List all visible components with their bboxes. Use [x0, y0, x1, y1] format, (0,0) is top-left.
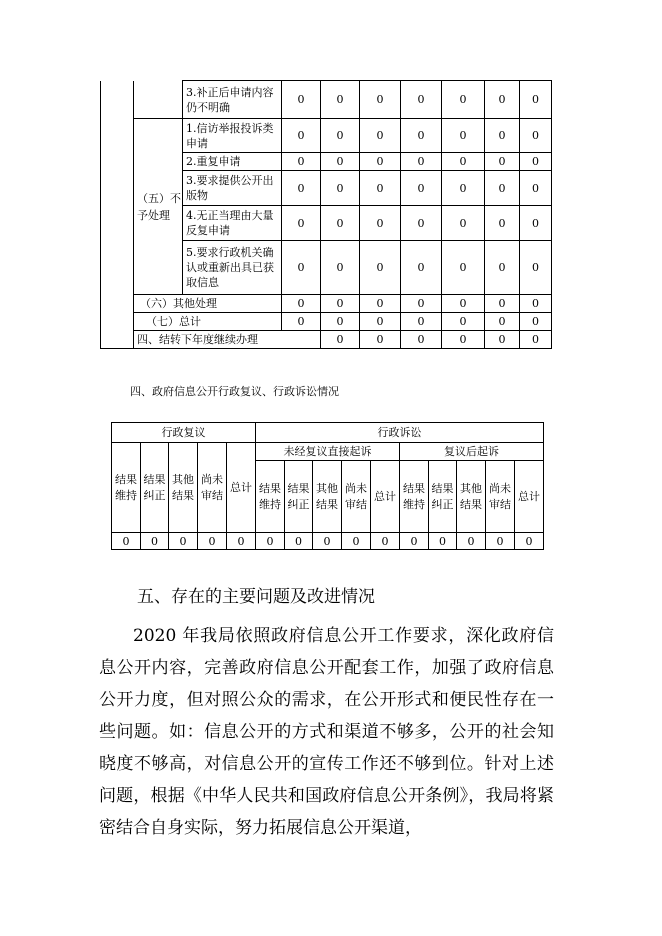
column-header: 尚未审结	[198, 443, 227, 533]
value-cell: 0	[485, 313, 520, 331]
value-cell: 0	[227, 533, 256, 550]
value-cell: 0	[485, 81, 520, 119]
value-cell: 0	[442, 81, 485, 119]
value-cell: 0	[401, 81, 442, 119]
table-row	[112, 533, 544, 550]
row-label: 2.重复申请	[183, 153, 282, 171]
value-cell: 0	[360, 331, 401, 349]
value-cell: 0	[321, 119, 360, 153]
value-cell: 0	[285, 533, 313, 550]
value-cell: 0	[442, 171, 485, 206]
value-cell: 0	[520, 81, 552, 119]
row-label: 1.信访举报投诉类申请	[183, 119, 282, 153]
value-cell: 0	[321, 313, 360, 331]
column-header: 其他结果	[313, 461, 342, 533]
handling-results-table	[100, 80, 552, 349]
value-cell: 0	[520, 119, 552, 153]
value-cell: 0	[360, 295, 401, 313]
value-cell: 0	[442, 331, 485, 349]
column-header: 尚未审结	[342, 461, 371, 533]
value-cell: 0	[400, 533, 429, 550]
value-cell: 0	[321, 295, 360, 313]
value-cell: 0	[520, 153, 552, 171]
table-row	[101, 313, 552, 331]
value-cell: 0	[360, 241, 401, 295]
value-cell: 0	[520, 313, 552, 331]
value-cell: 0	[520, 295, 552, 313]
value-cell: 0	[401, 313, 442, 331]
value-cell: 0	[485, 171, 520, 206]
row-label: 四、结转下年度继续办理	[134, 331, 321, 349]
value-cell: 0	[442, 206, 485, 241]
section-5-paragraph: 2020 年我局依照政府信息公开工作要求，深化政府信息公开内容，完善政府信息公开配套工作，加强了政府信息公开力度，但对照公众的需求，在公开形式和便民性存在一些问题。如：信息公开的方式和渠道不够多，公开的社会知晓度不够高，对信息公开的宣传工作还不够到位。针对上述问题，根据《中华人民共和国政府信息公开条例》，我局将紧密结合自身实际，努力拓展信息公开渠道，	[99, 626, 554, 838]
value-cell: 0	[485, 206, 520, 241]
value-cell: 0	[282, 241, 321, 295]
section-5-heading: 五、存在的主要问题及改进情况	[137, 587, 375, 607]
value-cell: 0	[442, 241, 485, 295]
row-label: 4.无正当理由大量反复申请	[183, 206, 282, 241]
column-header: 其他结果	[169, 443, 198, 533]
value-cell: 0	[515, 533, 544, 550]
value-cell: 0	[442, 153, 485, 171]
value-cell: 0	[485, 331, 520, 349]
column-header: 结果纠正	[141, 443, 169, 533]
value-cell: 0	[485, 295, 520, 313]
value-cell: 0	[401, 241, 442, 295]
table-row	[101, 81, 552, 119]
value-cell: 0	[321, 153, 360, 171]
value-cell: 0	[282, 153, 321, 171]
column-header: 结果维持	[256, 461, 285, 533]
value-cell: 0	[485, 241, 520, 295]
value-cell: 0	[485, 153, 520, 171]
header-row	[112, 423, 544, 443]
value-cell: 0	[401, 153, 442, 171]
value-cell: 0	[169, 533, 198, 550]
row-label: （七）总计	[134, 313, 282, 331]
value-cell: 0	[360, 81, 401, 119]
table-row	[101, 119, 552, 153]
value-cell: 0	[282, 81, 321, 119]
value-cell: 0	[360, 153, 401, 171]
value-cell: 0	[486, 533, 515, 550]
value-cell: 0	[442, 295, 485, 313]
column-header: 总计	[227, 443, 256, 533]
value-cell: 0	[360, 119, 401, 153]
column-header: 总计	[515, 461, 544, 533]
direct-suit-header: 未经复议直接起诉	[256, 443, 400, 461]
review-header: 行政复议	[112, 423, 256, 443]
value-cell: 0	[282, 119, 321, 153]
group-label: （五）不予处理	[134, 119, 183, 295]
value-cell: 0	[282, 171, 321, 206]
value-cell: 0	[371, 533, 400, 550]
value-cell: 0	[282, 313, 321, 331]
value-cell: 0	[401, 119, 442, 153]
column-header: 结果纠正	[429, 461, 457, 533]
value-cell: 0	[282, 295, 321, 313]
column-header: 尚未审结	[486, 461, 515, 533]
value-cell: 0	[321, 81, 360, 119]
value-cell: 0	[360, 313, 401, 331]
table-row	[101, 295, 552, 313]
value-cell: 0	[520, 331, 552, 349]
value-cell: 0	[321, 331, 360, 349]
table-row	[101, 331, 552, 349]
value-cell: 0	[520, 241, 552, 295]
review-litigation-table	[111, 422, 544, 550]
value-cell: 0	[321, 171, 360, 206]
value-cell: 0	[360, 171, 401, 206]
value-cell: 0	[360, 206, 401, 241]
blank-cell	[134, 81, 183, 119]
column-header: 结果纠正	[285, 461, 313, 533]
value-cell: 0	[457, 533, 486, 550]
column-header: 结果维持	[400, 461, 429, 533]
value-cell: 0	[485, 119, 520, 153]
value-cell: 0	[112, 533, 141, 550]
blank-cell	[101, 81, 134, 349]
value-cell: 0	[442, 119, 485, 153]
value-cell: 0	[321, 206, 360, 241]
column-header: 总计	[371, 461, 400, 533]
value-cell: 0	[141, 533, 169, 550]
value-cell: 0	[401, 171, 442, 206]
section-4-caption: 四、政府信息公开行政复议、行政诉讼情况	[130, 385, 339, 398]
column-header: 其他结果	[457, 461, 486, 533]
header-row	[112, 443, 544, 461]
value-cell: 0	[256, 533, 285, 550]
row-label: （六）其他处理	[134, 295, 282, 313]
value-cell: 0	[342, 533, 371, 550]
row-label: 5.要求行政机关确认或重新出具已获取信息	[183, 241, 282, 295]
value-cell: 0	[401, 206, 442, 241]
value-cell: 0	[401, 331, 442, 349]
row-label: 3.要求提供公开出版物	[183, 171, 282, 206]
value-cell: 0	[520, 171, 552, 206]
value-cell: 0	[313, 533, 342, 550]
value-cell: 0	[429, 533, 457, 550]
value-cell: 0	[282, 206, 321, 241]
after-review-header: 复议后起诉	[400, 443, 544, 461]
value-cell: 0	[401, 295, 442, 313]
value-cell: 0	[321, 241, 360, 295]
value-cell: 0	[442, 313, 485, 331]
value-cell: 0	[198, 533, 227, 550]
row-label: 3.补正后申请内容仍不明确	[183, 81, 282, 119]
column-header: 结果维持	[112, 443, 141, 533]
value-cell: 0	[520, 206, 552, 241]
litigation-header: 行政诉讼	[256, 423, 544, 443]
